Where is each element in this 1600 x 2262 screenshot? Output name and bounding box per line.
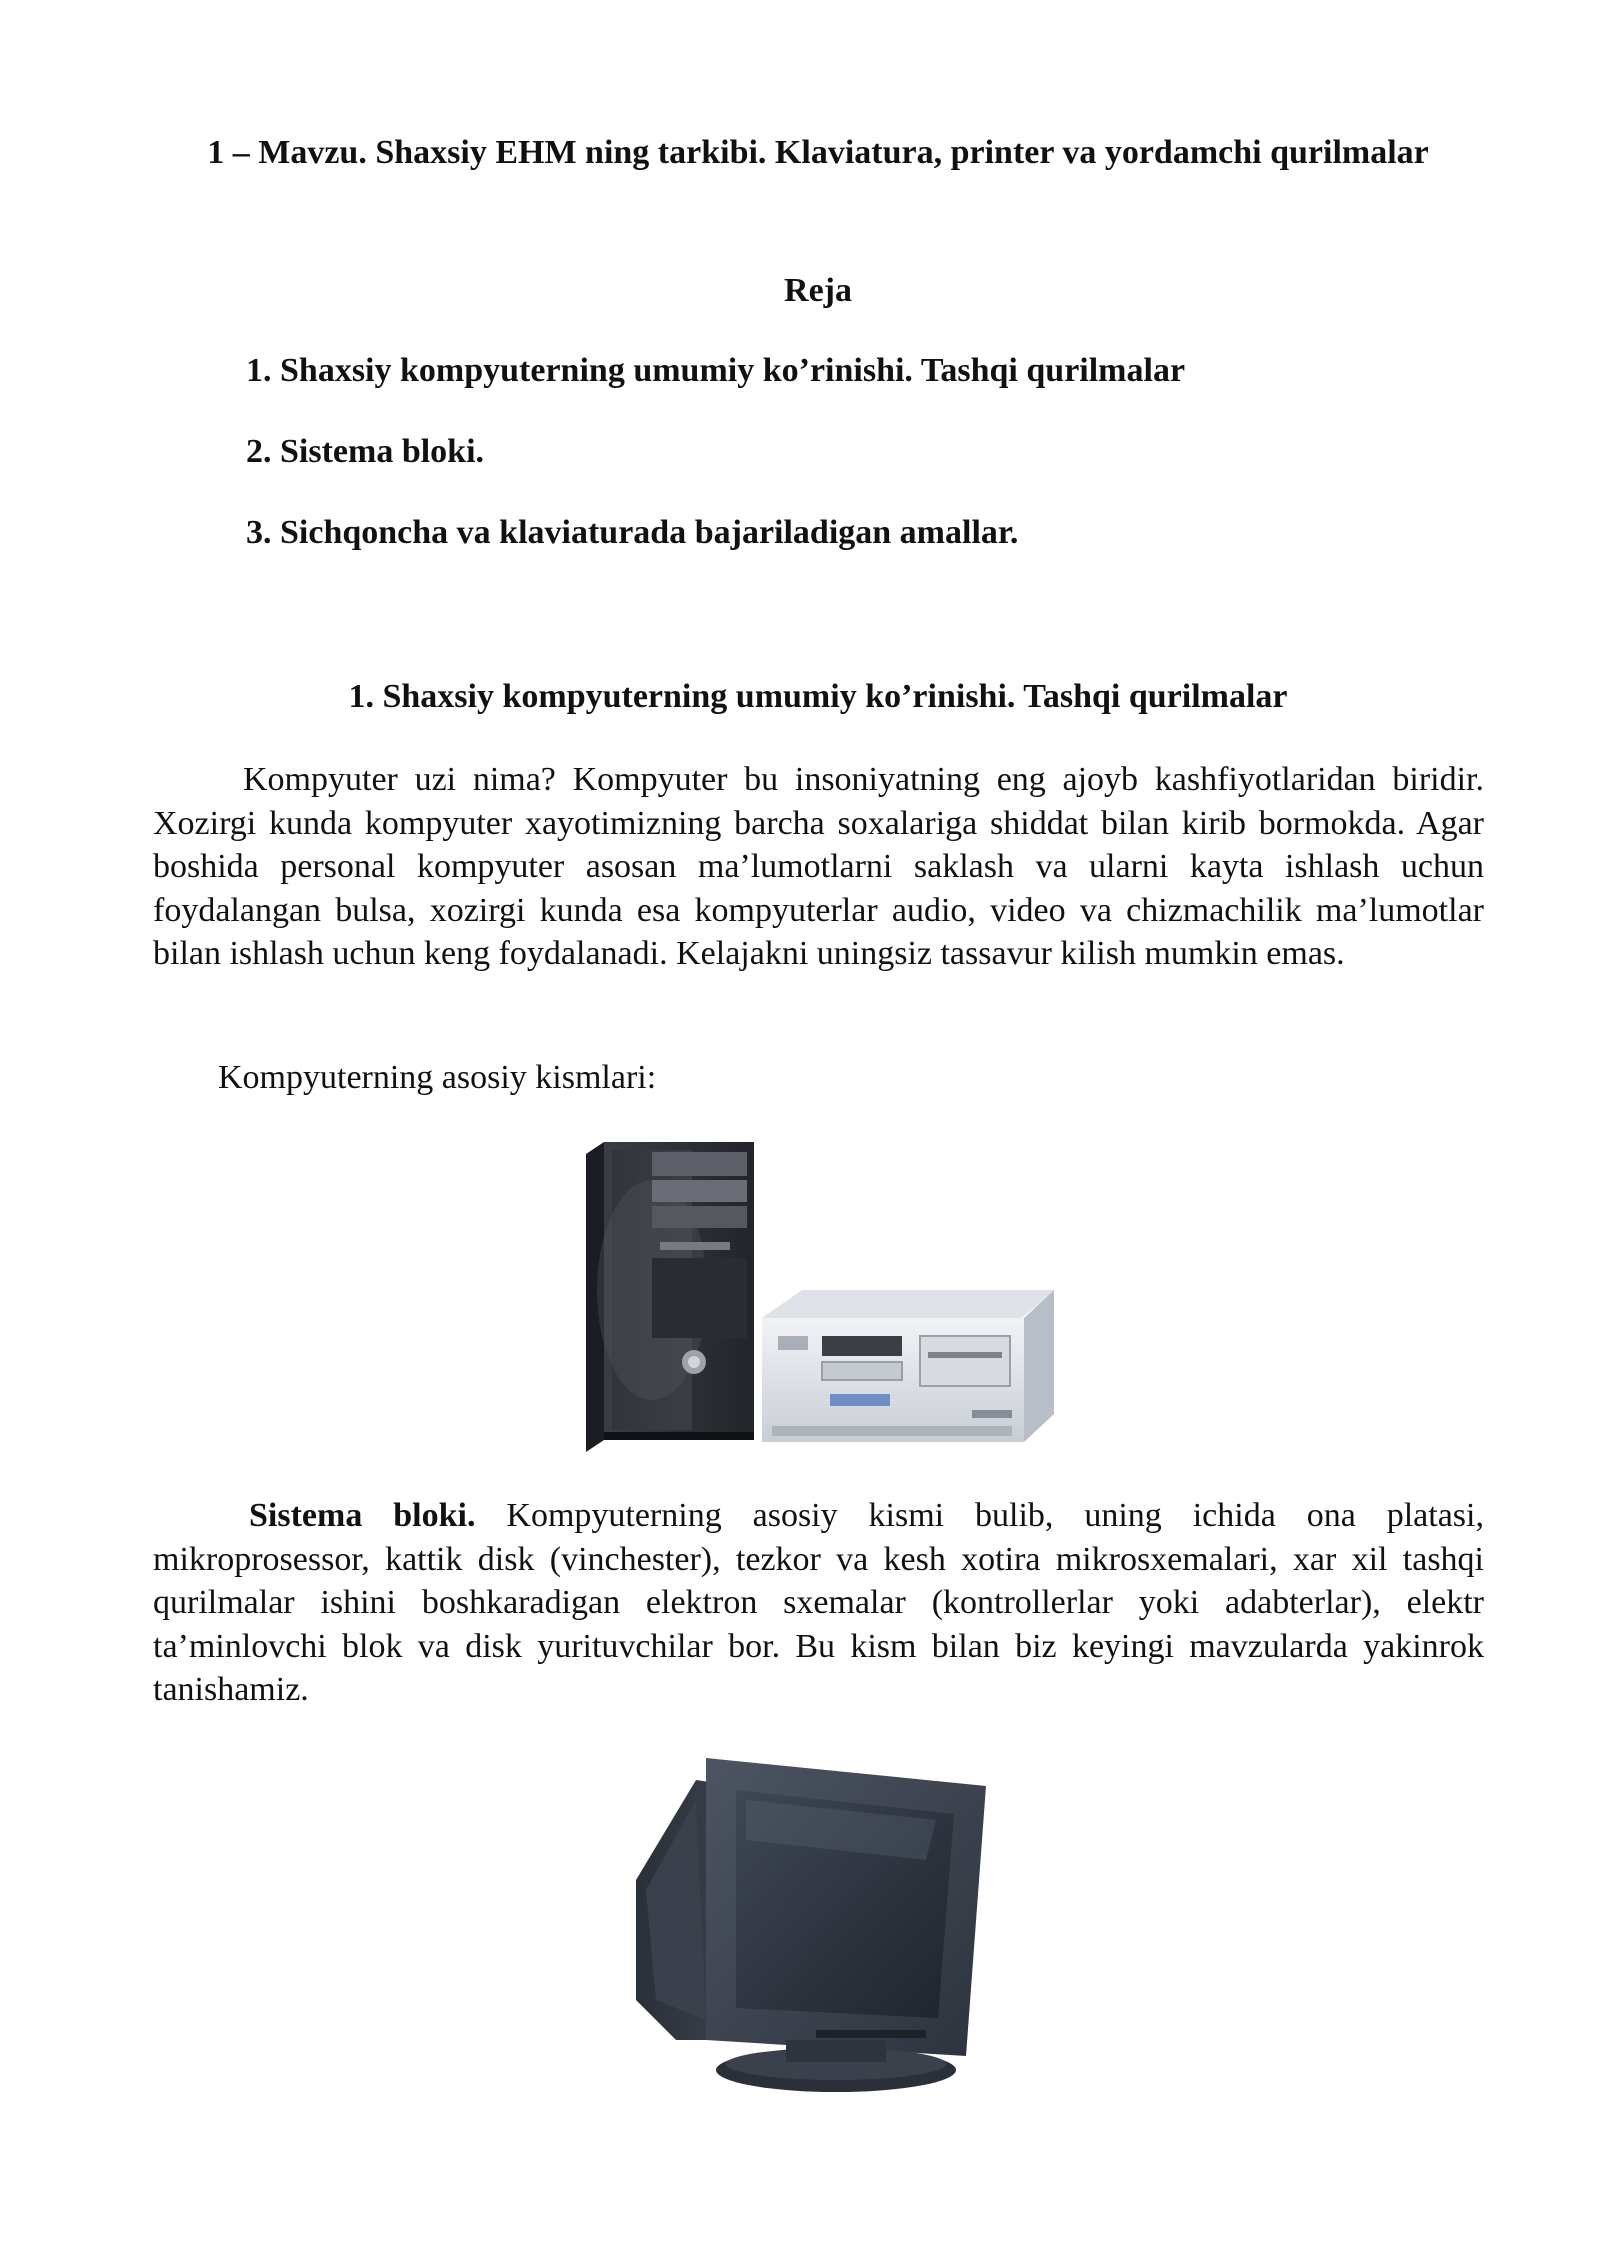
plan-list — [246, 346, 1446, 589]
plan-item: 3. Sichqoncha va klaviaturada bajariladigan amallar. — [246, 514, 1019, 551]
plan-item: 1. Shaxsiy kompyuterning umumiy ko’rinishi. Tashqi qurilmalar — [246, 352, 1186, 389]
plan-item: 2. Sistema bloki. — [246, 433, 485, 470]
system-block-paragraph — [153, 1494, 1484, 1712]
intro-paragraph: Kompyuter uzi nima? Kompyuter bu insoniyatning eng ajoyb kashfiyotlaridan biridir. Xozirgi kunda kompyuter xayotimizning barcha soxalariga shiddat bilan kirib bormokda. Agar boshida personal kompyuter asosan ma’lumotlarni saklash va ularni kayta ishlash uchun foydalangan bulsa, xozirgi kunda esa kompyuterlar audio, video va chizmachilik ma’lumotlar bilan ishlash uchun keng foydalanadi. Kelajakni uningsiz tassavur kilish mumkin emas. — [153, 761, 1484, 972]
document-title: 1 – Mavzu. Shaxsiy EHM ning tarkibi. Klaviatura, printer va yordamchi qurilmalar — [207, 134, 1429, 171]
system-block-text: Kompyuterning asosiy kismi bulib, uning ichida ona platasi, mikroprosessor, kattik disk (vinchester), tezkor va kesh xotira mikrosxemalari, xar xil tashqi qurilmalar ishini boshkaradigan elektron sxemalar (kontrollerlar yoki adabterlar), elektr ta’minlovchi blok va disk yurituvchilar bor. Bu kism bilan biz keyingi mavzularda yakinrok tanishamiz. — [153, 1497, 1484, 1708]
system-block-term: Sistema bloki. — [249, 1497, 476, 1534]
section-heading: 1. Shaxsiy kompyuterning umumiy ko’rinishi. Tashqi qurilmalar — [348, 678, 1288, 715]
crt-monitor-image — [636, 1740, 996, 2102]
system-units-image — [582, 1140, 1054, 1452]
parts-intro: Kompyuterning asosiy kismlari: — [218, 1059, 657, 1096]
plan-heading: Reja — [784, 272, 852, 309]
